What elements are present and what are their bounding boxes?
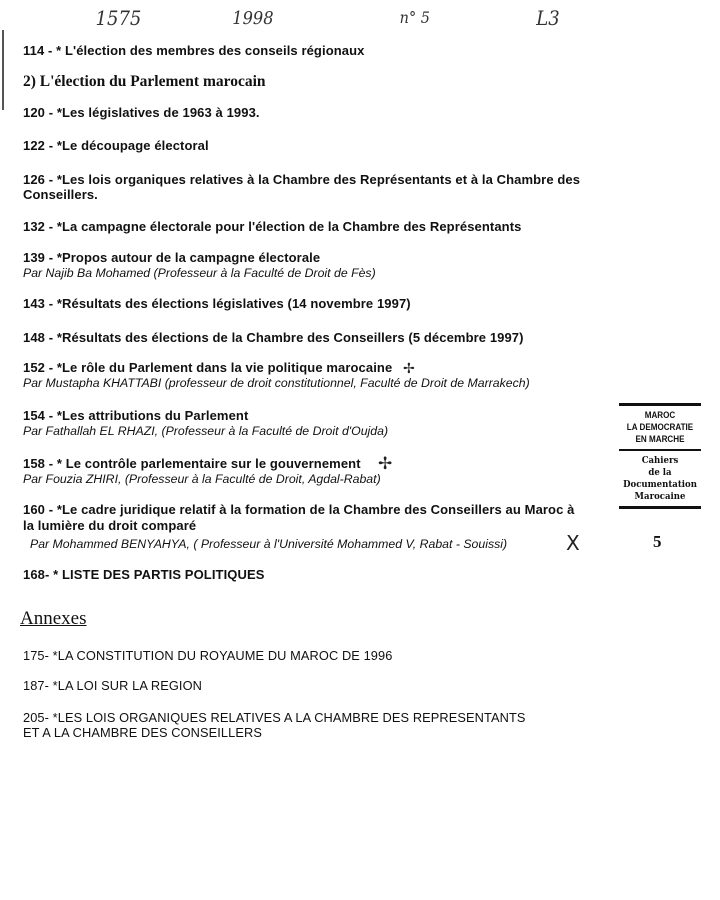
sidebox-bottom-rule [619, 506, 701, 509]
toc-author-139: Par Najib Ba Mohamed (Professeur à la Faculté de Droit de Fès) [23, 266, 376, 280]
toc-item-168: 168- * LISTE DES PARTIS POLITIQUES [23, 567, 265, 582]
toc-item-114: 114 - * L'élection des membres des conseils régionaux [23, 43, 365, 58]
annexes-heading: Annexes [20, 608, 87, 629]
toc-item-158: 158 - * Le contrôle parlementaire sur le gouvernement [23, 456, 361, 471]
sidebox-documentation: Documentation [623, 478, 697, 490]
section-heading-2: 2) L'élection du Parlement marocain [23, 73, 266, 90]
annex-item-175: 175- *LA CONSTITUTION DU ROYAUME DU MAROC DE 1996 [23, 648, 393, 663]
sidebox-de-la: de la [648, 466, 672, 478]
toc-author-160: Par Mohammed BENYAHYA, ( Professeur à l'Université Mohammed V, Rabat - Souissi) [30, 537, 508, 551]
handwritten-ref-number: 1575 [95, 6, 142, 30]
sidebox-cahiers: Cahiers [641, 454, 679, 466]
toc-item-160-cont: la lumière du droit comparé [23, 518, 197, 533]
toc-item-148: 148 - *Résultats des élections de la Chambre des Conseillers (5 décembre 1997) [23, 330, 524, 345]
toc-item-154: 154 - *Les attributions du Parlement [23, 408, 249, 423]
toc-item-126-cont: Conseillers. [23, 187, 98, 202]
page-number: 5 [653, 532, 662, 551]
toc-item-143: 143 - *Résultats des élections législatives (14 novembre 1997) [23, 296, 411, 311]
toc-item-122: 122 - *Le découpage électoral [23, 138, 209, 153]
toc-item-139: 139 - *Propos autour de la campagne électorale [23, 250, 321, 265]
handwritten-year: 1998 [232, 8, 274, 29]
sidebox-la-democratie: LA DEMOCRATIE [626, 422, 694, 433]
sidebox-marocaine: Marocaine [634, 490, 686, 502]
handwritten-check-158: ✢ [378, 454, 393, 474]
sidebox-maroc: MAROC [644, 410, 676, 421]
publication-sidebox [619, 403, 701, 509]
handwritten-code: L3 [536, 6, 560, 30]
toc-item-132: 132 - *La campagne électorale pour l'élection de la Chambre des Représentants [23, 219, 522, 234]
handwritten-issue: n° 5 [399, 8, 430, 27]
annex-item-187: 187- *LA LOI SUR LA REGION [23, 678, 202, 693]
handwritten-mark-160: X [566, 531, 580, 555]
toc-item-152: 152 - *Le rôle du Parlement dans la vie politique marocaine [23, 360, 393, 375]
toc-author-152: Par Mustapha KHATTABI (professeur de droit constitutionnel, Faculté de Droit de Marrakech) [23, 376, 530, 390]
annex-item-205-cont: ET A LA CHAMBRE DES CONSEILLERS [23, 725, 262, 740]
toc-author-158: Par Fouzia ZHIRI, (Professeur à la Faculté de Droit, Agdal-Rabat) [23, 472, 381, 486]
sidebox-en-marche: EN MARCHE [635, 434, 685, 445]
toc-item-120: 120 - *Les législatives de 1963 à 1993. [23, 105, 260, 120]
annex-item-205: 205- *LES LOIS ORGANIQUES RELATIVES A LA CHAMBRE DES REPRESENTANTS [23, 710, 526, 725]
handwritten-check-152: ✢ [403, 361, 415, 377]
toc-item-160: 160 - *Le cadre juridique relatif à la formation de la Chambre des Conseillers au Maroc à [23, 502, 575, 517]
toc-author-154: Par Fathallah EL RHAZI, (Professeur à la Faculté de Droit d'Oujda) [23, 424, 389, 438]
toc-item-126: 126 - *Les lois organiques relatives à la Chambre des Représentants et à la Chambre des [23, 172, 581, 187]
page-edge-line [2, 30, 4, 110]
